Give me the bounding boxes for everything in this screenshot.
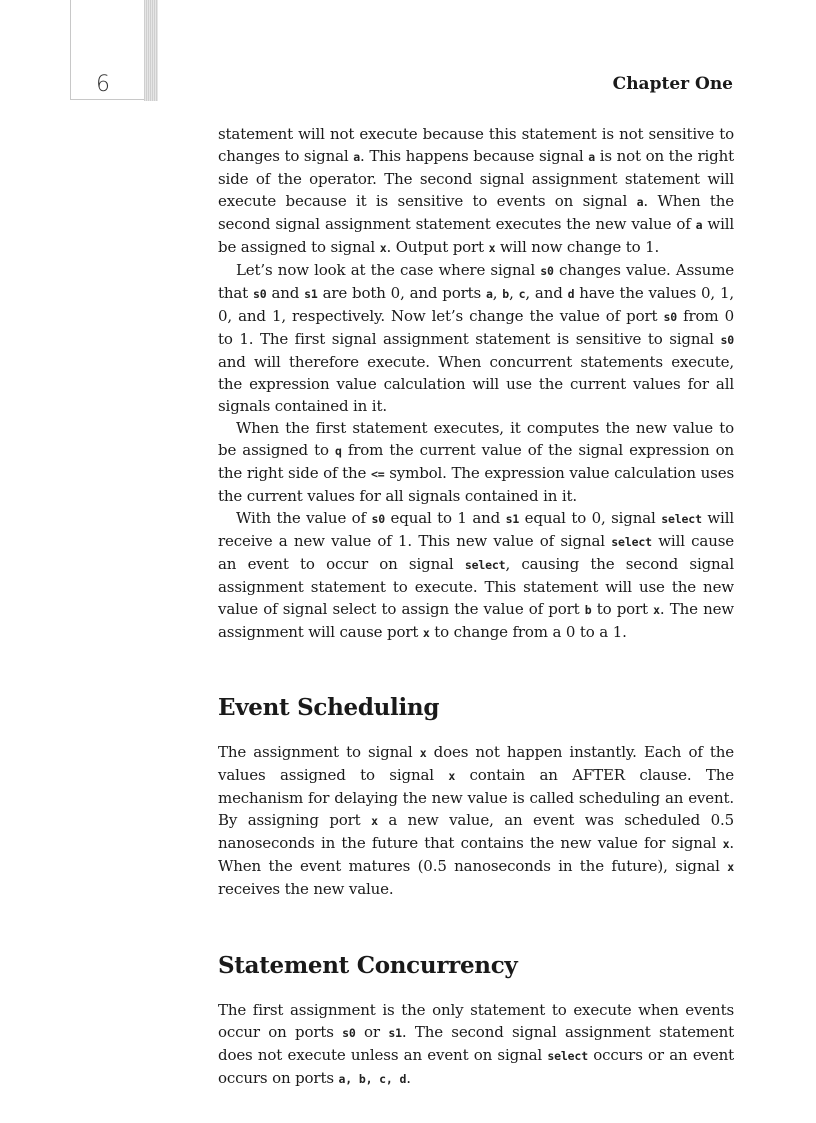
text-run: , — [509, 284, 519, 302]
text-run: will cause an event to occur on signal — [218, 532, 735, 573]
inline-code: s0 — [371, 512, 386, 526]
text-run: does not happen instantly. Each of the values assigned to signal — [218, 743, 734, 784]
inline-code: select — [611, 535, 652, 549]
text-run: from 0 to 1. The first signal assignment statement is sensitive to signal — [218, 307, 734, 348]
inline-code: x — [722, 837, 730, 851]
inline-code: s1 — [388, 1026, 402, 1040]
text-run: receives the new value. — [218, 880, 394, 898]
text-run: changes value. Assume that — [218, 261, 734, 302]
text-run: to change from a 0 to a 1. — [429, 623, 627, 641]
inline-code: s0 — [720, 333, 734, 347]
paragraph — [218, 999, 734, 1090]
inline-code: s0 — [342, 1026, 356, 1040]
text-run: . The new assignment will cause port — [218, 600, 734, 641]
paragraph — [218, 417, 734, 507]
inline-code: b — [584, 603, 592, 617]
paragraph — [218, 259, 734, 417]
inline-code: b — [502, 287, 510, 301]
inline-code: select — [464, 558, 506, 572]
text-run: will receive a new value of 1. This new value of signal — [218, 509, 734, 550]
inline-code: a — [588, 150, 596, 164]
text-run: statement will not execute because this statement is not sensitive to changes to signal — [218, 125, 734, 165]
text-run: The first assignment is the only statement to execute when events occur on ports — [218, 1001, 734, 1041]
inline-code: a — [353, 150, 361, 164]
text-run: to port — [591, 600, 654, 618]
inline-code: s0 — [663, 310, 678, 324]
text-run: Let’s now look at the case where signal — [236, 261, 541, 279]
running-head: Chapter One — [612, 74, 733, 94]
text-run: , causing the second signal assignment statement to execute. This statement will use the new value of signal select to assign the value of port — [218, 555, 734, 618]
text-run: equal to 0, signal — [519, 509, 662, 527]
text-run: and — [266, 284, 305, 302]
text-run: or — [355, 1023, 389, 1041]
page-body — [218, 123, 734, 1090]
inline-code: x — [419, 746, 427, 760]
text-run: , — [492, 284, 503, 302]
text-run: will now change to 1. — [495, 238, 660, 256]
paragraph — [218, 123, 734, 259]
text-run: . Output port — [386, 238, 489, 256]
text-run: a new value, an event was scheduled 0.5 nanoseconds in the future that contains the new value for signal — [218, 811, 734, 852]
inline-code: a — [695, 218, 703, 232]
text-run: are both 0, and ports — [317, 284, 486, 302]
page-number: 6 — [96, 72, 110, 97]
text-run: is not on the right side of the operator. The second signal assignment statement will execute because it is sensitive to events on signal — [218, 147, 734, 210]
text-run: . — [406, 1069, 411, 1087]
text-run: . The second signal assignment statement does not execute unless an event on signal — [218, 1023, 734, 1064]
inline-code: x — [379, 241, 387, 255]
text-run: With the value of — [236, 509, 372, 527]
text-run: contain an AFTER clause. The mechanism for delaying the new value is called scheduling an event. By assigning port — [218, 766, 734, 829]
text-run: . When the second signal assignment statement executes the new value of — [218, 192, 734, 233]
inline-code: a — [485, 287, 493, 301]
inline-code: x — [727, 860, 734, 874]
inline-code: a — [636, 195, 644, 209]
inline-code: <= — [370, 467, 385, 481]
text-run: When the first statement executes, it computes the new value to be assigned to — [218, 419, 734, 459]
inline-code: s0 — [252, 287, 267, 301]
text-run: will be assigned to signal — [218, 215, 735, 256]
text-run: symbol. The expression value calculation uses the current values for all signals contained in it. — [218, 464, 734, 505]
paragraph — [218, 741, 734, 900]
inline-code: q — [334, 444, 342, 458]
text-run: . This happens because signal — [360, 147, 589, 165]
inline-code: select — [547, 1049, 588, 1063]
inline-code: d — [567, 287, 575, 301]
text-run: The assignment to signal — [218, 743, 420, 761]
inline-code: select — [661, 512, 702, 526]
text-run: have the values 0, 1, 0, and 1, respectively. Now let’s change the value of port — [218, 284, 734, 325]
text-run: and will therefore execute. When concurrent statements execute, the expression value calculation will use the current values for all signals contained in it. — [218, 353, 734, 415]
inline-code: x — [371, 814, 378, 828]
inline-code: x — [488, 241, 496, 255]
inline-code: s0 — [540, 264, 554, 278]
inline-code: c — [518, 287, 526, 301]
inline-code: a, b, c, d — [338, 1072, 407, 1086]
text-run: occurs or an event occurs on ports — [218, 1046, 734, 1087]
inline-code: x — [422, 626, 430, 640]
text-run: from the current value of the signal expression on the right side of the — [218, 441, 734, 482]
text-run: equal to 1 and — [385, 509, 506, 527]
inline-code: x — [653, 603, 660, 617]
inline-code: s1 — [304, 287, 318, 301]
page-tab-stripe — [144, 0, 158, 101]
section-heading-event-scheduling: Event Scheduling — [218, 694, 440, 721]
inline-code: x — [448, 769, 456, 783]
text-run: , and — [525, 284, 568, 302]
text-run: . When the event matures (0.5 nanoseconds in the future), signal — [218, 834, 734, 875]
inline-code: s1 — [505, 512, 520, 526]
section-heading-statement-concurrency: Statement Concurrency — [218, 952, 518, 979]
paragraph — [218, 507, 734, 644]
